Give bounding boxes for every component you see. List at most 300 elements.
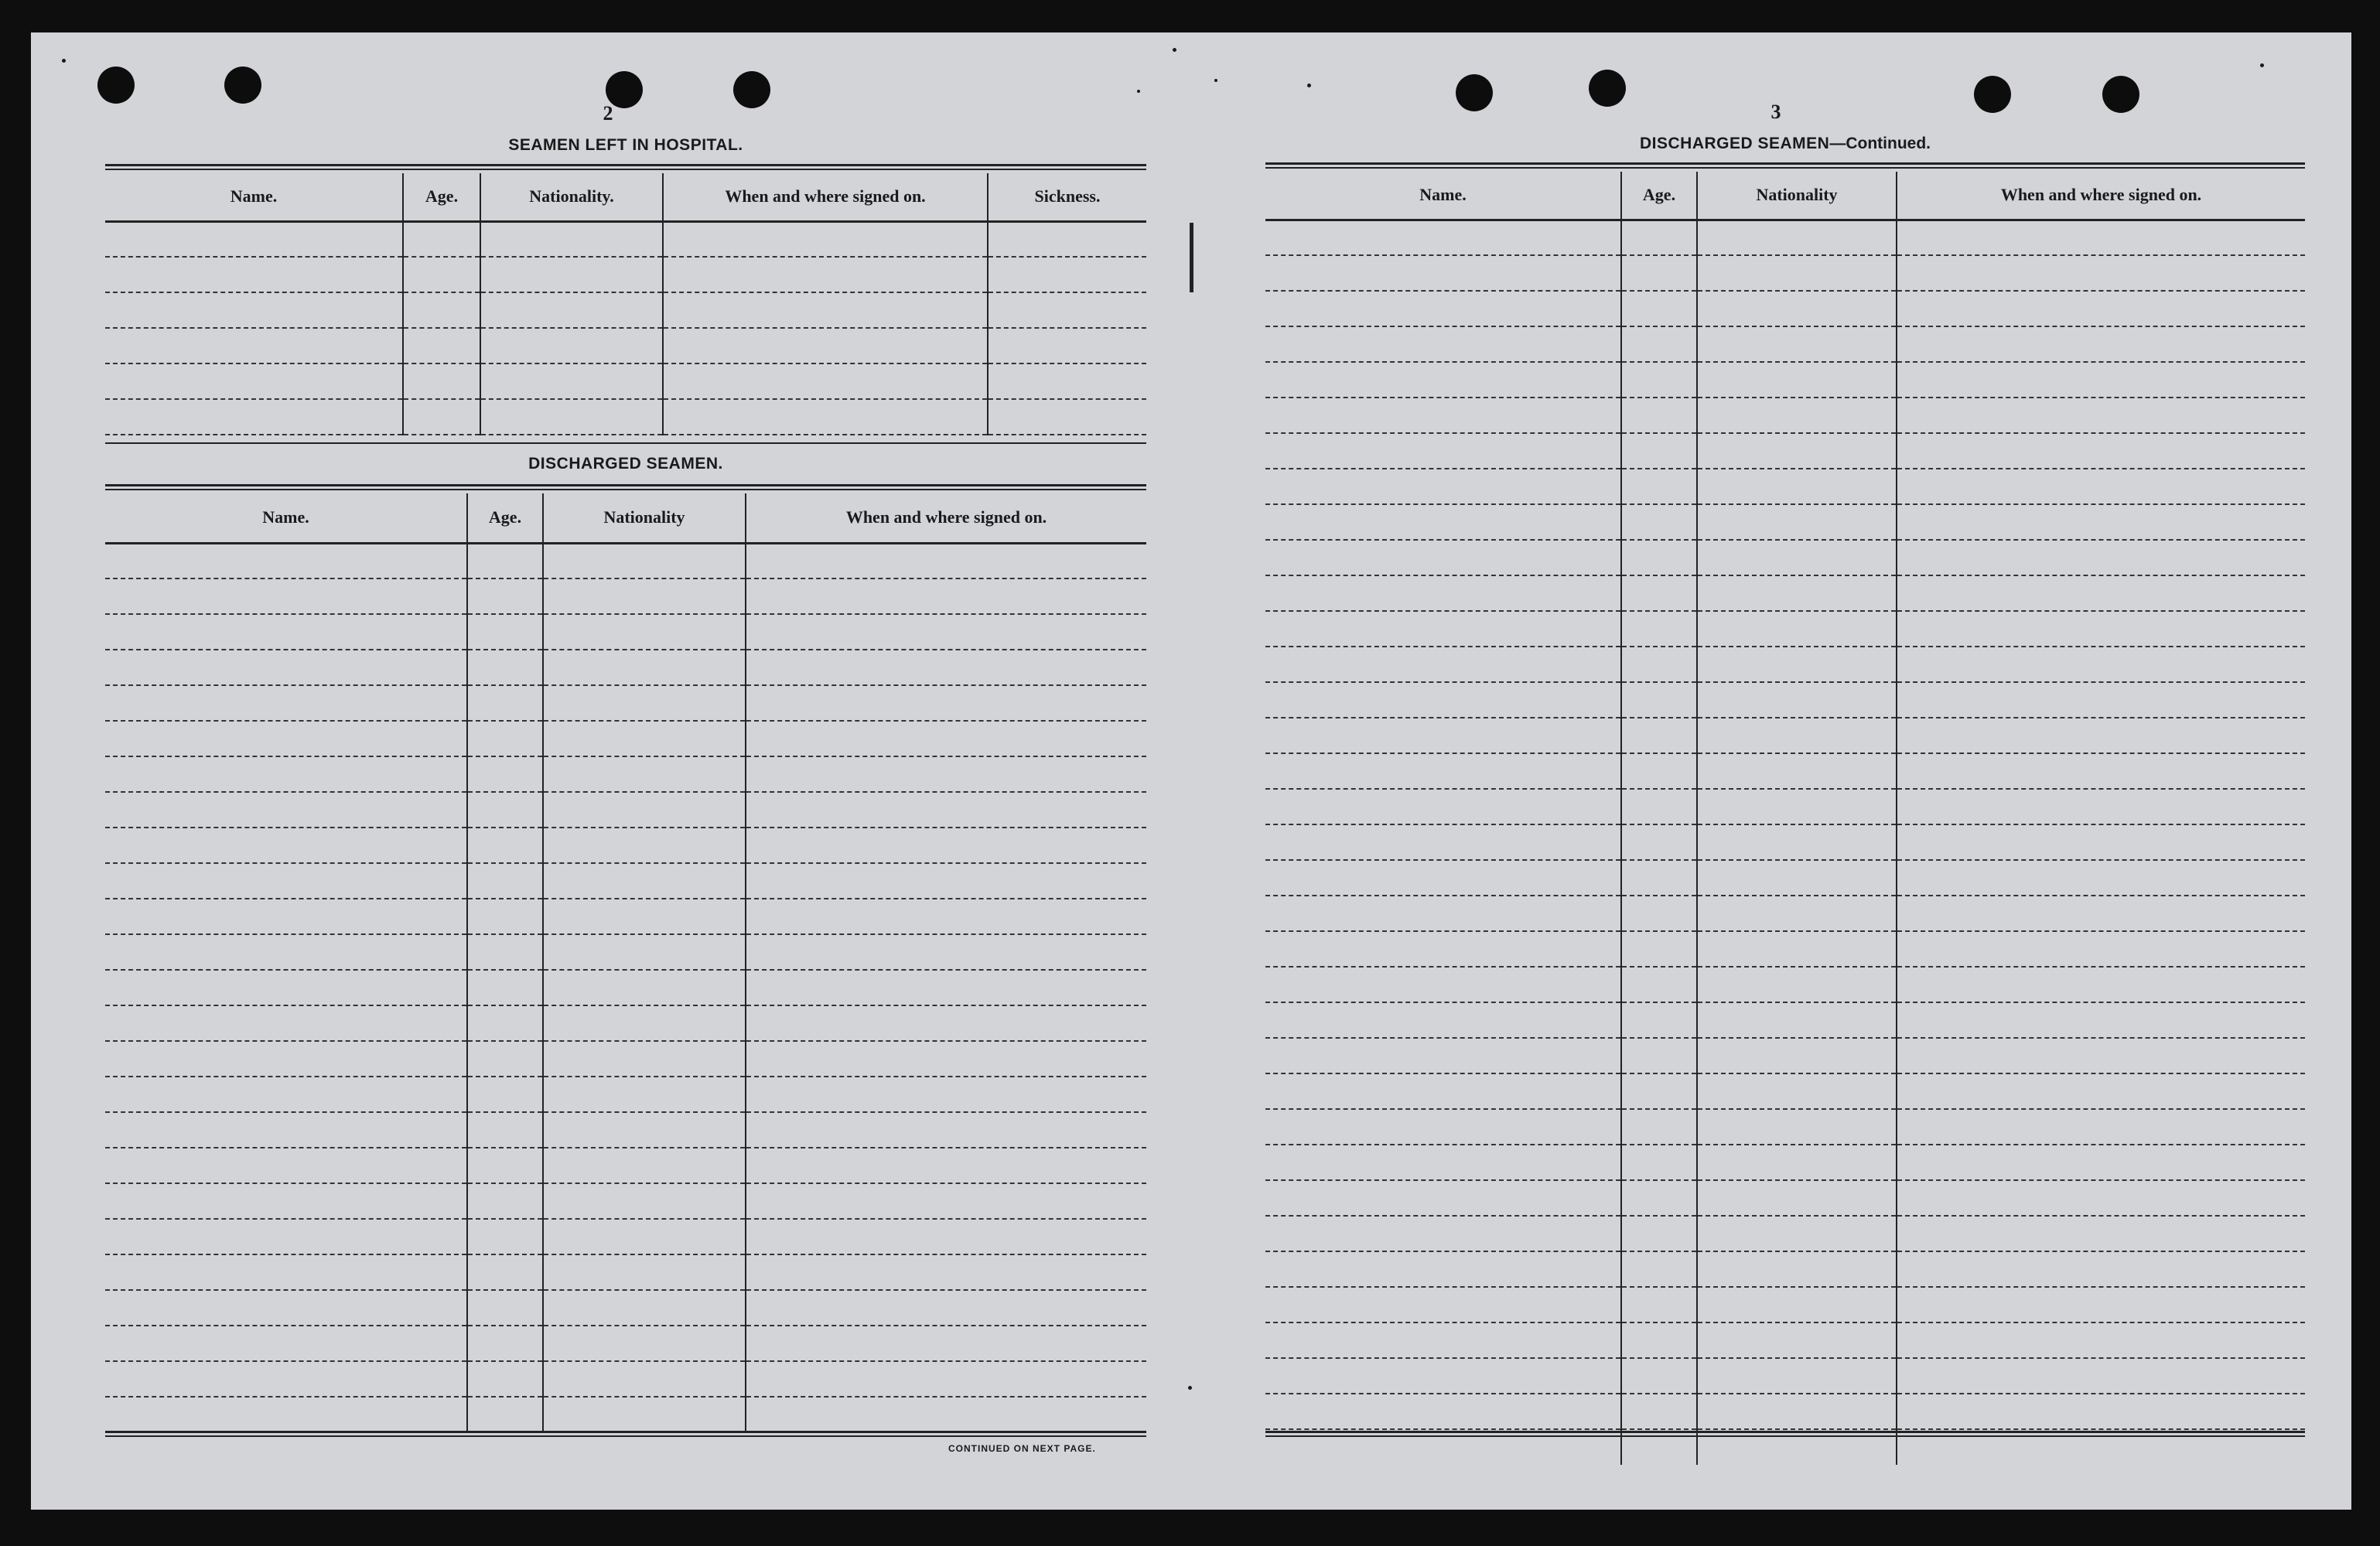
name-cell[interactable] — [1265, 647, 1621, 682]
signed-on-cell[interactable] — [746, 1112, 1146, 1148]
age-cell[interactable] — [467, 934, 543, 970]
nationality-cell[interactable] — [480, 363, 663, 399]
signed-on-cell[interactable] — [663, 257, 988, 292]
age-cell[interactable] — [1621, 1322, 1697, 1358]
age-cell[interactable] — [1621, 1145, 1697, 1180]
name-cell[interactable] — [105, 363, 403, 399]
nationality-cell[interactable] — [543, 1219, 746, 1254]
age-cell[interactable] — [467, 1005, 543, 1041]
column-header-age: Age. — [1621, 172, 1697, 220]
table-row — [1265, 931, 2305, 967]
signed-on-cell[interactable] — [746, 863, 1146, 899]
signed-on-cell[interactable] — [746, 1148, 1146, 1183]
nationality-cell[interactable] — [480, 399, 663, 435]
signed-on-cell[interactable] — [1897, 896, 2305, 931]
sickness-cell[interactable] — [988, 328, 1146, 363]
signed-on-cell[interactable] — [1897, 1002, 2305, 1038]
name-cell[interactable] — [105, 292, 403, 328]
signed-on-cell[interactable] — [1897, 789, 2305, 824]
signed-on-cell[interactable] — [746, 828, 1146, 863]
age-cell[interactable] — [467, 828, 543, 863]
table-row — [1265, 1287, 2305, 1322]
table-row — [105, 792, 1146, 828]
name-cell[interactable] — [105, 221, 403, 257]
age-cell[interactable] — [1621, 789, 1697, 824]
name-cell[interactable] — [105, 792, 467, 828]
age-cell[interactable] — [1621, 398, 1697, 433]
name-cell[interactable] — [105, 1326, 467, 1361]
table-row — [105, 221, 1146, 257]
age-cell[interactable] — [403, 292, 480, 328]
name-cell[interactable] — [1265, 718, 1621, 753]
name-cell[interactable] — [105, 543, 467, 578]
nationality-cell[interactable] — [543, 721, 746, 756]
nationality-cell[interactable] — [1697, 967, 1897, 1002]
age-cell[interactable] — [467, 970, 543, 1005]
nationality-cell[interactable] — [1697, 1394, 1897, 1429]
signed-on-cell[interactable] — [1897, 1073, 2305, 1109]
age-cell[interactable] — [403, 328, 480, 363]
nationality-cell[interactable] — [543, 1361, 746, 1397]
column-header-sickness: Sickness. — [988, 173, 1146, 221]
table-row — [1265, 398, 2305, 433]
name-cell[interactable] — [1265, 896, 1621, 931]
name-cell[interactable] — [105, 863, 467, 899]
name-cell[interactable] — [105, 614, 467, 650]
signed-on-cell[interactable] — [1897, 647, 2305, 682]
signed-on-cell[interactable] — [1897, 575, 2305, 611]
table-row — [1265, 824, 2305, 860]
nationality-cell[interactable] — [1697, 1073, 1897, 1109]
nationality-cell[interactable] — [1697, 824, 1897, 860]
nationality-cell[interactable] — [1697, 1145, 1897, 1180]
age-cell[interactable] — [403, 221, 480, 257]
age-cell[interactable] — [1621, 753, 1697, 789]
age-cell[interactable] — [1621, 1180, 1697, 1216]
signed-on-cell[interactable] — [746, 685, 1146, 721]
nationality-cell[interactable] — [1697, 255, 1897, 291]
age-cell[interactable] — [467, 756, 543, 792]
name-cell[interactable] — [1265, 540, 1621, 575]
nationality-cell[interactable] — [1697, 220, 1897, 255]
nationality-cell[interactable] — [480, 328, 663, 363]
age-cell[interactable] — [1621, 220, 1697, 255]
nationality-cell[interactable] — [543, 1005, 746, 1041]
nationality-cell[interactable] — [543, 1397, 746, 1432]
name-cell[interactable] — [105, 578, 467, 614]
name-cell[interactable] — [105, 970, 467, 1005]
hospital-section-title: SEAMEN LEFT IN HOSPITAL. — [508, 136, 743, 154]
nationality-cell[interactable] — [1697, 1287, 1897, 1322]
name-cell[interactable] — [1265, 682, 1621, 718]
sickness-cell[interactable] — [988, 257, 1146, 292]
table-row — [105, 1041, 1146, 1077]
age-cell[interactable] — [1621, 1287, 1697, 1322]
nationality-cell[interactable] — [1697, 647, 1897, 682]
age-cell[interactable] — [1621, 896, 1697, 931]
nationality-cell[interactable] — [1697, 1216, 1897, 1251]
age-cell[interactable] — [467, 1254, 543, 1290]
name-cell[interactable] — [105, 899, 467, 934]
table-row — [1265, 789, 2305, 824]
signed-on-cell[interactable] — [746, 792, 1146, 828]
nationality-cell[interactable] — [543, 614, 746, 650]
signed-on-cell[interactable] — [746, 1361, 1146, 1397]
table-row — [1265, 362, 2305, 398]
table-row — [105, 1219, 1146, 1254]
age-cell[interactable] — [1621, 718, 1697, 753]
signed-on-cell[interactable] — [1897, 1180, 2305, 1216]
name-cell[interactable] — [105, 1361, 467, 1397]
name-cell[interactable] — [105, 399, 403, 435]
signed-on-cell[interactable] — [746, 1183, 1146, 1219]
age-cell[interactable] — [467, 721, 543, 756]
age-cell[interactable] — [1621, 860, 1697, 896]
signed-on-cell[interactable] — [1897, 860, 2305, 896]
name-cell[interactable] — [105, 257, 403, 292]
nationality-cell[interactable] — [543, 899, 746, 934]
signed-on-cell[interactable] — [663, 399, 988, 435]
table-row — [1265, 504, 2305, 540]
signed-on-cell[interactable] — [746, 1254, 1146, 1290]
nationality-cell[interactable] — [1697, 931, 1897, 967]
table-row — [1265, 1109, 2305, 1145]
age-cell[interactable] — [1621, 326, 1697, 362]
nationality-cell[interactable] — [1697, 896, 1897, 931]
name-cell[interactable] — [1265, 860, 1621, 896]
nationality-cell[interactable] — [543, 934, 746, 970]
name-cell[interactable] — [1265, 1145, 1621, 1180]
name-cell[interactable] — [105, 1041, 467, 1077]
name-cell[interactable] — [105, 1077, 467, 1112]
nationality-cell[interactable] — [1697, 753, 1897, 789]
table-row — [105, 1397, 1146, 1432]
name-cell[interactable] — [1265, 1002, 1621, 1038]
age-cell[interactable] — [467, 578, 543, 614]
signed-on-cell[interactable] — [746, 543, 1146, 578]
signed-on-cell[interactable] — [1897, 255, 2305, 291]
age-cell[interactable] — [467, 1219, 543, 1254]
name-cell[interactable] — [1265, 824, 1621, 860]
signed-on-cell[interactable] — [1897, 1216, 2305, 1251]
name-cell[interactable] — [105, 1254, 467, 1290]
nationality-cell[interactable] — [543, 792, 746, 828]
nationality-cell[interactable] — [480, 292, 663, 328]
signed-on-cell[interactable] — [746, 970, 1146, 1005]
signed-on-cell[interactable] — [1897, 433, 2305, 469]
age-cell[interactable] — [1621, 931, 1697, 967]
age-cell[interactable] — [1621, 611, 1697, 647]
signed-on-cell[interactable] — [1897, 718, 2305, 753]
signed-on-cell[interactable] — [1897, 220, 2305, 255]
table-row — [1265, 575, 2305, 611]
nationality-cell[interactable] — [543, 970, 746, 1005]
age-cell[interactable] — [467, 863, 543, 899]
age-cell[interactable] — [467, 543, 543, 578]
nationality-cell[interactable] — [543, 1254, 746, 1290]
table-row — [105, 1183, 1146, 1219]
nationality-cell[interactable] — [1697, 504, 1897, 540]
name-cell[interactable] — [1265, 1287, 1621, 1322]
name-cell[interactable] — [105, 1148, 467, 1183]
signed-on-cell[interactable] — [1897, 326, 2305, 362]
nationality-cell[interactable] — [1697, 1251, 1897, 1287]
nationality-cell[interactable] — [1697, 1109, 1897, 1145]
signed-on-cell[interactable] — [1897, 824, 2305, 860]
nationality-cell[interactable] — [1697, 433, 1897, 469]
age-cell[interactable] — [403, 399, 480, 435]
age-cell[interactable] — [403, 257, 480, 292]
signed-on-cell[interactable] — [746, 578, 1146, 614]
age-cell[interactable] — [403, 363, 480, 399]
age-cell[interactable] — [1621, 824, 1697, 860]
nationality-cell[interactable] — [1697, 1358, 1897, 1394]
signed-on-cell[interactable] — [746, 1077, 1146, 1112]
signed-on-cell[interactable] — [1897, 1287, 2305, 1322]
signed-on-cell[interactable] — [746, 1290, 1146, 1326]
age-cell[interactable] — [467, 792, 543, 828]
nationality-cell[interactable] — [543, 1183, 746, 1219]
name-cell[interactable] — [105, 650, 467, 685]
age-cell[interactable] — [1621, 1358, 1697, 1394]
age-cell[interactable] — [1621, 540, 1697, 575]
age-cell[interactable] — [467, 1397, 543, 1432]
signed-on-cell[interactable] — [1897, 1358, 2305, 1394]
name-cell[interactable] — [105, 756, 467, 792]
signed-on-cell[interactable] — [1897, 469, 2305, 504]
age-cell[interactable] — [1621, 1002, 1697, 1038]
nationality-cell[interactable] — [543, 828, 746, 863]
signed-on-cell[interactable] — [1897, 1251, 2305, 1287]
name-cell[interactable] — [1265, 1358, 1621, 1394]
name-cell[interactable] — [1265, 753, 1621, 789]
nationality-cell[interactable] — [1697, 682, 1897, 718]
name-cell[interactable] — [1265, 611, 1621, 647]
signed-on-cell[interactable] — [1897, 1145, 2305, 1180]
name-cell[interactable] — [1265, 1073, 1621, 1109]
age-cell[interactable] — [1621, 575, 1697, 611]
sickness-cell[interactable] — [988, 363, 1146, 399]
age-cell[interactable] — [467, 899, 543, 934]
table-row — [1265, 896, 2305, 931]
nationality-cell[interactable] — [1697, 1038, 1897, 1073]
name-cell[interactable] — [1265, 362, 1621, 398]
signed-on-cell[interactable] — [1897, 291, 2305, 326]
signed-on-cell[interactable] — [1897, 1394, 2305, 1429]
signed-on-cell[interactable] — [1897, 362, 2305, 398]
signed-on-cell[interactable] — [663, 328, 988, 363]
age-cell[interactable] — [467, 1290, 543, 1326]
name-cell[interactable] — [105, 721, 467, 756]
age-cell[interactable] — [1621, 255, 1697, 291]
name-cell[interactable] — [1265, 504, 1621, 540]
age-cell[interactable] — [1621, 291, 1697, 326]
signed-on-cell[interactable] — [746, 1005, 1146, 1041]
age-cell[interactable] — [1621, 682, 1697, 718]
signed-on-cell[interactable] — [746, 650, 1146, 685]
name-cell[interactable] — [1265, 575, 1621, 611]
age-cell[interactable] — [1621, 647, 1697, 682]
age-cell[interactable] — [467, 1077, 543, 1112]
age-cell[interactable] — [467, 685, 543, 721]
page-number: 2 — [603, 102, 613, 125]
name-cell[interactable] — [1265, 1394, 1621, 1429]
signed-on-cell[interactable] — [1897, 398, 2305, 433]
nationality-cell[interactable] — [543, 578, 746, 614]
table-row — [105, 1148, 1146, 1183]
nationality-cell[interactable] — [1697, 362, 1897, 398]
column-header-signed-on: When and where signed on. — [1897, 172, 2305, 220]
table-row — [1265, 433, 2305, 469]
signed-on-cell[interactable] — [746, 1326, 1146, 1361]
name-cell[interactable] — [1265, 1180, 1621, 1216]
name-cell[interactable] — [105, 685, 467, 721]
signed-on-cell[interactable] — [663, 221, 988, 257]
age-cell[interactable] — [467, 1041, 543, 1077]
age-cell[interactable] — [467, 1326, 543, 1361]
nationality-cell[interactable] — [543, 1148, 746, 1183]
table-row — [105, 1361, 1146, 1397]
nationality-cell[interactable] — [1697, 611, 1897, 647]
age-cell[interactable] — [1621, 362, 1697, 398]
name-cell[interactable] — [1265, 469, 1621, 504]
signed-on-cell[interactable] — [1897, 753, 2305, 789]
age-cell[interactable] — [1621, 1251, 1697, 1287]
nationality-cell[interactable] — [543, 1077, 746, 1112]
signed-on-cell[interactable] — [1897, 1322, 2305, 1358]
nationality-cell[interactable] — [1697, 575, 1897, 611]
name-cell[interactable] — [1265, 398, 1621, 433]
discharged-bottom-rule — [105, 1431, 1146, 1437]
age-cell[interactable] — [1621, 1073, 1697, 1109]
name-cell[interactable] — [105, 1290, 467, 1326]
signed-on-cell[interactable] — [663, 363, 988, 399]
nationality-cell[interactable] — [543, 756, 746, 792]
nationality-cell[interactable] — [1697, 718, 1897, 753]
discharged-continued-top-rule — [1265, 162, 2305, 169]
signed-on-cell[interactable] — [1897, 540, 2305, 575]
nationality-cell[interactable] — [1697, 326, 1897, 362]
age-cell[interactable] — [467, 650, 543, 685]
nationality-cell[interactable] — [1697, 1180, 1897, 1216]
age-cell[interactable] — [467, 1361, 543, 1397]
nationality-cell[interactable] — [543, 1112, 746, 1148]
name-cell[interactable] — [1265, 291, 1621, 326]
age-cell[interactable] — [1621, 1394, 1697, 1429]
nationality-cell[interactable] — [543, 1326, 746, 1361]
age-cell[interactable] — [1621, 504, 1697, 540]
table-row — [105, 721, 1146, 756]
signed-on-cell[interactable] — [1897, 682, 2305, 718]
nationality-cell[interactable] — [543, 1290, 746, 1326]
signed-on-cell[interactable] — [1897, 967, 2305, 1002]
name-cell[interactable] — [105, 1183, 467, 1219]
signed-on-cell[interactable] — [746, 1041, 1146, 1077]
table-row — [105, 1254, 1146, 1290]
speck — [1214, 79, 1217, 82]
name-cell[interactable] — [105, 1397, 467, 1432]
nationality-cell[interactable] — [1697, 860, 1897, 896]
name-cell[interactable] — [105, 328, 403, 363]
name-cell[interactable] — [105, 934, 467, 970]
nationality-cell[interactable] — [543, 685, 746, 721]
name-cell[interactable] — [1265, 967, 1621, 1002]
name-cell[interactable] — [1265, 789, 1621, 824]
speck — [62, 59, 66, 63]
sickness-cell[interactable] — [988, 399, 1146, 435]
signed-on-cell[interactable] — [746, 1397, 1146, 1432]
nationality-cell[interactable] — [543, 863, 746, 899]
nationality-cell[interactable] — [543, 543, 746, 578]
name-cell[interactable] — [105, 1005, 467, 1041]
column-header-nationality: Nationality. — [480, 173, 663, 221]
table-row — [1265, 682, 2305, 718]
age-cell[interactable] — [1621, 1109, 1697, 1145]
name-cell[interactable] — [105, 1219, 467, 1254]
name-cell[interactable] — [1265, 255, 1621, 291]
nationality-cell[interactable] — [1697, 789, 1897, 824]
name-cell[interactable] — [1265, 1251, 1621, 1287]
age-cell[interactable] — [1621, 1038, 1697, 1073]
nationality-cell[interactable] — [1697, 469, 1897, 504]
name-cell[interactable] — [1265, 1322, 1621, 1358]
signed-on-cell[interactable] — [746, 1219, 1146, 1254]
name-cell[interactable] — [105, 828, 467, 863]
signed-on-cell[interactable] — [746, 756, 1146, 792]
signed-on-cell[interactable] — [746, 721, 1146, 756]
name-cell[interactable] — [1265, 220, 1621, 255]
name-cell[interactable] — [1265, 1038, 1621, 1073]
table-row — [105, 828, 1146, 863]
name-cell[interactable] — [1265, 931, 1621, 967]
name-cell[interactable] — [105, 1112, 467, 1148]
nationality-cell[interactable] — [480, 221, 663, 257]
nationality-cell[interactable] — [1697, 398, 1897, 433]
nationality-cell[interactable] — [480, 257, 663, 292]
signed-on-cell[interactable] — [1897, 1038, 2305, 1073]
signed-on-cell[interactable] — [1897, 931, 2305, 967]
nationality-cell[interactable] — [543, 650, 746, 685]
name-cell[interactable] — [1265, 1216, 1621, 1251]
hospital-bottom-rule — [105, 442, 1146, 444]
nationality-cell[interactable] — [1697, 540, 1897, 575]
nationality-cell[interactable] — [1697, 291, 1897, 326]
age-cell[interactable] — [467, 1112, 543, 1148]
age-cell[interactable] — [1621, 967, 1697, 1002]
nationality-cell[interactable] — [543, 1041, 746, 1077]
age-cell[interactable] — [1621, 469, 1697, 504]
signed-on-cell[interactable] — [1897, 504, 2305, 540]
signed-on-cell[interactable] — [1897, 1109, 2305, 1145]
name-cell[interactable] — [1265, 1109, 1621, 1145]
age-cell[interactable] — [467, 1183, 543, 1219]
signed-on-cell[interactable] — [663, 292, 988, 328]
name-cell[interactable] — [1265, 326, 1621, 362]
sickness-cell[interactable] — [988, 292, 1146, 328]
signed-on-cell[interactable] — [1897, 611, 2305, 647]
nationality-cell[interactable] — [1697, 1002, 1897, 1038]
age-cell[interactable] — [467, 614, 543, 650]
age-cell[interactable] — [1621, 1216, 1697, 1251]
signed-on-cell[interactable] — [746, 934, 1146, 970]
signed-on-cell[interactable] — [746, 614, 1146, 650]
age-cell[interactable] — [467, 1148, 543, 1183]
name-cell[interactable] — [1265, 433, 1621, 469]
age-cell[interactable] — [1621, 433, 1697, 469]
sickness-cell[interactable] — [988, 221, 1146, 257]
signed-on-cell[interactable] — [746, 899, 1146, 934]
nationality-cell[interactable] — [1697, 1322, 1897, 1358]
